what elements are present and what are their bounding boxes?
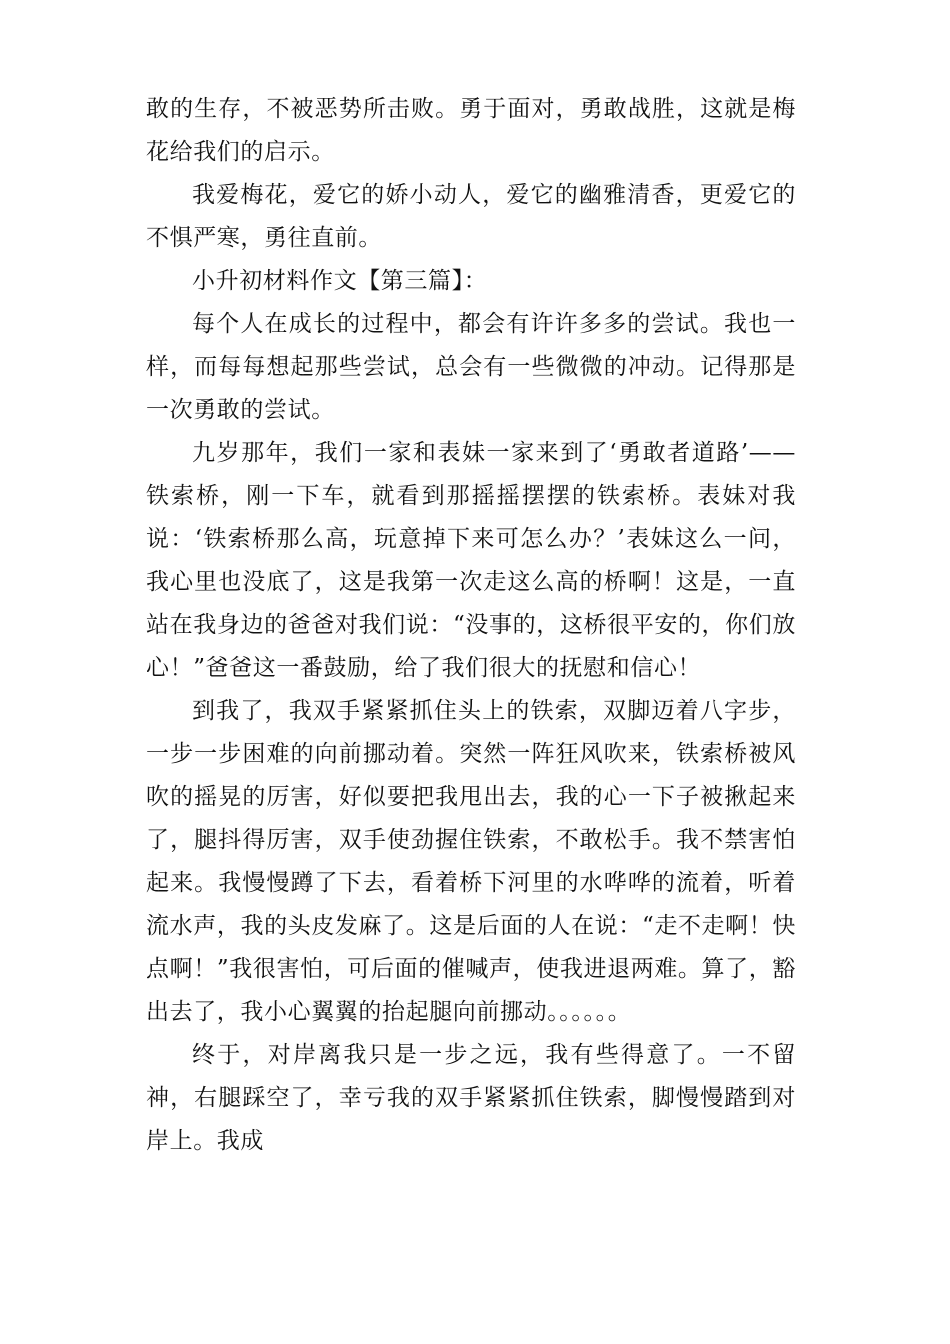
paragraph-ending: 终于，对岸离我只是一步之远，我有些得意了。一不留神，右腿踩空了，幸亏我的双手紧紧抓住铁索，脚慢慢踏到对岸上。我成	[146, 1042, 796, 1154]
document-body	[146, 88, 796, 1163]
paragraph-crossing: 到我了，我双手紧紧抓住头上的铁索，双脚迈着八字步，一步一步困难的向前挪动着。突然一阵狂风吹来，铁索桥被风吹的摇晃的厉害，好似要把我甩出去，我的心一下子被揪起来了，腿抖得厉害，双手使劲握住铁索，不敢松手。我不禁害怕起来。我慢慢蹲了下去，看着桥下河里的水哗哗的流着，听着流水声，我的头皮发麻了。这是后面的人在说：“走不走啊！快点啊！”我很害怕，可后面的催喊声，使我进退两难。算了，豁出去了，我小心翼翼的抬起腿向前挪动。。。。。。	[146, 698, 796, 1025]
paragraph-continuation: 敢的生存，不被恶势所击败。勇于面对，勇敢战胜，这就是梅花给我们的启示。	[146, 96, 796, 165]
paragraph-love-plum: 我爱梅花，爱它的娇小动人，爱它的幽雅清香，更爱它的不惧严寒，勇往直前。	[146, 182, 796, 251]
paragraph-bridge-arrival: 九岁那年，我们一家和表妹一家来到了‘勇敢者道路’——铁索桥，刚一下车，就看到那摇摇摆摆的铁索桥。表妹对我说：‘铁索桥那么高，玩意掉下来可怎么办？’表妹这么一问，我心里也没底了，这是我第一次走这么高的桥啊！这是，一直站在我身边的爸爸对我们说：“没事的，这桥很平安的，你们放心！”爸爸这一番鼓励，给了我们很大的抚慰和信心！	[146, 440, 796, 681]
paragraph-intro: 每个人在成长的过程中，都会有许许多多的尝试。我也一样，而每每想起那些尝试，总会有一些微微的冲动。记得那是一次勇敢的尝试。	[146, 311, 796, 423]
section-heading: 小升初材料作文【第三篇】：	[192, 268, 488, 294]
